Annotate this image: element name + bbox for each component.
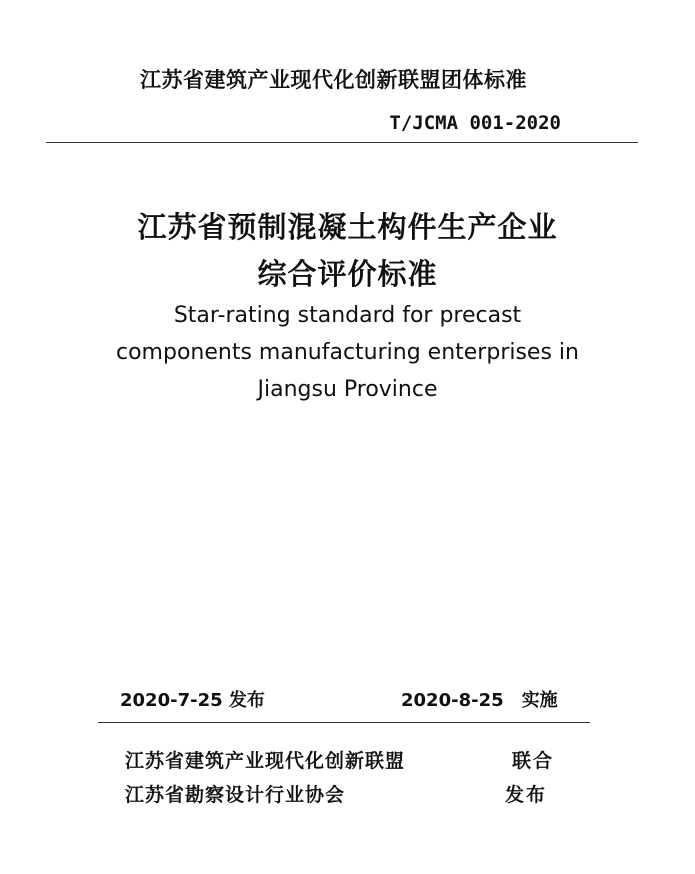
title-english-line-3: Jiangsu Province xyxy=(257,377,438,402)
publisher-name-2: 江苏省勘察设计行业协会 xyxy=(125,784,346,806)
publisher-role-1: 联合 xyxy=(512,750,555,772)
publisher-role-2: 发布 xyxy=(505,784,548,806)
title-english-line-1: Star-rating standard for precast xyxy=(173,303,522,328)
title-english-line-2: components manufacturing enterprises in xyxy=(116,340,579,365)
publisher-name-1: 江苏省建筑产业现代化创新联盟 xyxy=(125,750,406,772)
bottom-divider xyxy=(98,722,590,723)
organization-standard-heading: 江苏省建筑产业现代化创新联盟团体标准 xyxy=(140,68,527,92)
issue-date: 2020-7-25 发布 xyxy=(120,690,265,711)
standard-code: T/JCMA 001-2020 xyxy=(389,112,561,134)
title-english xyxy=(0,297,695,408)
title-chinese-line-1: 江苏省预制混凝土构件生产企业 xyxy=(137,210,558,244)
implementation-date: 2020-8-25 实施 xyxy=(401,690,558,711)
top-divider xyxy=(46,142,638,143)
title-chinese-line-2: 综合评价标准 xyxy=(257,257,438,291)
